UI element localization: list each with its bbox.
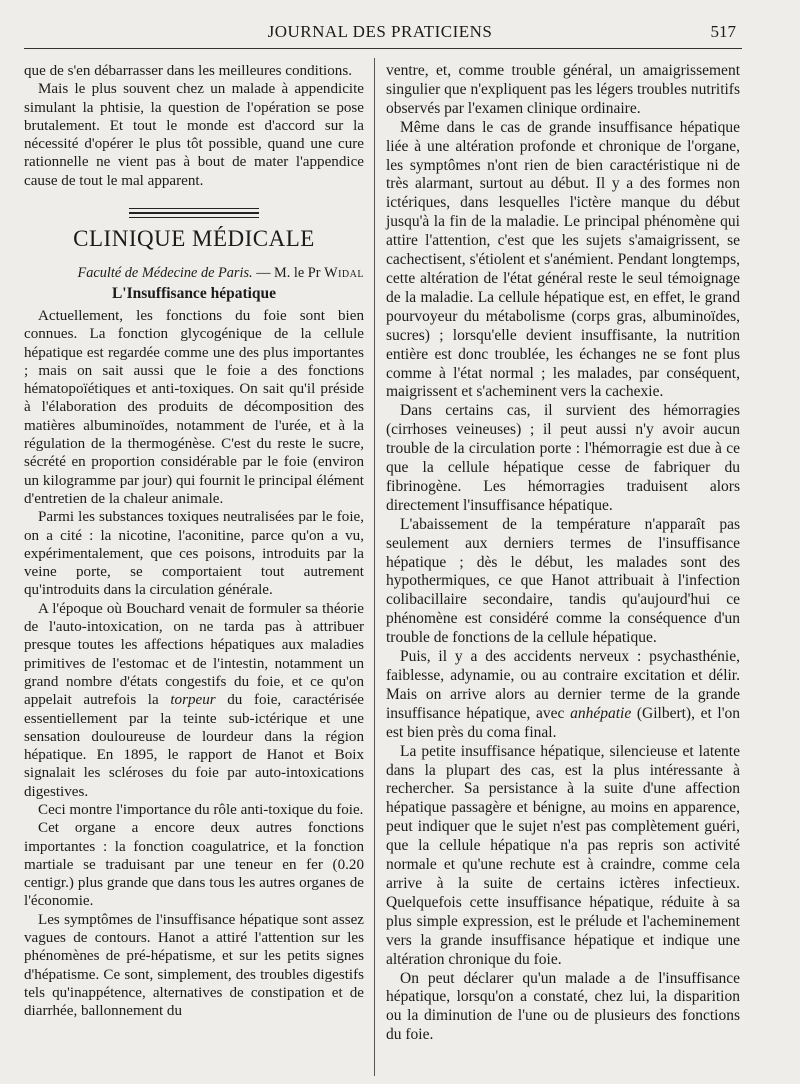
paragraph: que de s'en débarrasser dans les meilleures conditions. bbox=[24, 63, 352, 79]
paragraph: La petite insuffisance hépatique, silencieuse et latente dans la plupart des cas, est la plus intéressante à rechercher. Sa persistance à la suite d'une affection hépatique passagère et bénigne, au moins en apparence, peut indiquer que le sujet n'est pas complètement guéri, que la cellule hépatique n'a pas repris son activité normale et qu'une rechute est à craindre, comme cela arrive à la suite de certains ictères infectieux. Quelquefois cette insuffisance hépatique, réduite à sa plus simple expression, est le prélude et l'acheminement vers la grande insuffisance hépatique et indique une altération chronique du foie. bbox=[386, 742, 740, 968]
article-source bbox=[24, 264, 364, 282]
page-number: 517 bbox=[710, 22, 736, 41]
text-run: Puis, il y a des accidents nerveux : psychasthénie, faiblesse, adynamie, ou au contraire excitation et délir. Mais on arrive alors au dernier terme de la grande insuffisance hépatique, avec bbox=[386, 648, 740, 722]
source-faculty: Faculté de Médecine de Paris. bbox=[77, 265, 253, 282]
paragraph: L'abaissement de la température n'apparaît pas seulement aux derniers termes de l'insuffisance hépatique ; dès le début, les malades sont des hypothermiques, ce que Hanot attribuait à l'infection colibacillaire secondaire, tandis qu'aujourd'hui ce phénomène est considéré comme la conséquence d'un trouble de fonctions de la cellule hépatique. bbox=[386, 515, 740, 647]
paragraph: Même dans le cas de grande insuffisance hépatique liée à une altération profonde et chronique de l'organe, les symptômes n'ont rien de bien caractéristique ni de très alarmant, surtout au début. Il y a des formes non ictériques, dans lesquelles l'ictère manque du début jusqu'à la fin de la maladie. Le principal phénomène qui attire l'attention, c'est que les sujets s'amaigrissent, se cachectisent, s'étiolent et s'anémient. Pendant longtemps, cette altération de l'état général reste le seul témoignage de la maladie. La cellule hépatique est, en effet, le grand pourvoyeur du métabolisme (corps gras, albuminoïdes, sucres) ; lorsqu'elle devient insuffisante, la nutrition entière est donc troublée, les échanges ne se font plus comme à l'état normal ; les malades, par conséquent, maigrissent et s'acheminent vers la cachexie. bbox=[386, 118, 740, 401]
paragraph: Mais le plus souvent chez un malade à appendicite simulant la phtisie, la question de l'opération se pose brutalement. Et tout le monde est d'accord sur la nécessité d'opérer le plus tôt possible, quand une cure rationnelle ne vient pas à bout de mater l'appendice cause de tout le mal apparent. bbox=[24, 81, 364, 189]
paragraph: On peut déclarer qu'un malade a de l'insuffisance hépatique, lorsqu'on a constaté, chez lui, la disparition ou la diminution de l'une ou de plusieurs des fonctions du foie. bbox=[386, 969, 740, 1044]
paragraph: Cet organe a encore deux autres fonctions importantes : la fonction coagulatrice, et la fonction martiale se traduisant par une teneur en fer (0.20 centigr.) plus grande que dans tous les autres organes de l'économie. bbox=[24, 820, 364, 910]
journal-title: JOURNAL DES PRATICIENS bbox=[267, 22, 493, 41]
right-column bbox=[386, 62, 740, 1045]
italic-term: torpeur bbox=[170, 692, 216, 709]
left-column bbox=[24, 62, 364, 1021]
paragraph: Les symptômes de l'insuffisance hépatique sont assez vagues de contours. Hanot a attiré l'attention sur les phénomènes de pré-hépatisme, et sur les petits signes d'hépatisme. Ce sont, simplement, des troubles digestifs tels qu'inappétence, alternatives de constipation et de diarrhée, ballonnement du bbox=[24, 911, 364, 1020]
source-author-name: Widal bbox=[324, 265, 364, 282]
source-author-prefix: — M. le Pr bbox=[256, 265, 321, 282]
text-run: A l'époque où Bouchard venait de formuler sa théorie de l'auto-intoxication, on ne tarda pas à attribuer presque toutes les affections hépatiques aux maladies primitives de l'estomac et de l'intestin, notamment un grand nombre d'états congestifs du foie, et ce qu'on appelait autrefois la bbox=[24, 600, 364, 709]
section-title: CLINIQUE MÉDICALE bbox=[73, 226, 315, 252]
column-rule bbox=[374, 58, 375, 1076]
section-separator bbox=[129, 208, 259, 218]
paragraph: Parmi les substances toxiques neutralisées par le foie, on a cité : la nicotine, l'aconitine, parce qu'on a vu, expérimentalement, que ces poisons, introduits par la veine porte, se comportaient tout autrement qu'introduits dans la circulation générale. bbox=[24, 509, 364, 599]
paragraph: Ceci montre l'importance du rôle anti-toxique du foie. bbox=[38, 801, 364, 818]
paragraph: Actuellement, les fonctions du foie sont bien connues. La fonction glycogénique de la cellule hépatique est regardée comme une des plus importantes ; mais on sait aussi que le foie a des fonctions hématopoïétiques et anti-toxiques. On sait qu'il préside à l'élaboration des produits de décomposition des matières albuminoïdes, notamment de l'urée, et à la régulation de la thermogénèse. C'est du reste le sucre, sécrété en proportion considérable par le foie (environ un kilogramme par jour) qui fournit le principal élément d'entretien de la chaleur animale. bbox=[24, 307, 364, 507]
text-run: du foie, caractérisée essentiellement par la teinte sub-ictérique et une sensation douloureuse de lourdeur dans la région hépatique. En 1895, le rapport de Hanot et Boix signalait les scléroses du foie par auto-intoxications digestives. bbox=[24, 692, 365, 800]
paragraph: ventre, et, comme trouble général, un amaigrissement singulier que n'expliquent pas les légers troubles nutritifs observés par l'examen clinique ordinaire. bbox=[386, 62, 740, 117]
running-header bbox=[24, 22, 736, 46]
italic-term: anhépatie bbox=[570, 704, 632, 722]
paragraph: Dans certains cas, il survient des hémorragies (cirrhoses veineuses) ; il peut aussi n'y avoir aucun trouble de la circulation porte : l'hémorragie est due à ce que la cellule hépatique cesse de fabriquer du fibrinogène. Les hémorragies traduisent alors directement l'insuffisance hépatique. bbox=[386, 402, 740, 514]
paragraph bbox=[386, 648, 740, 743]
text-run: (Gilbert), et l'on est bien près du coma final. bbox=[386, 704, 741, 741]
header-rule bbox=[24, 48, 742, 49]
paragraph bbox=[24, 600, 364, 801]
article-title: L'Insuffisance hépatique bbox=[111, 284, 277, 302]
